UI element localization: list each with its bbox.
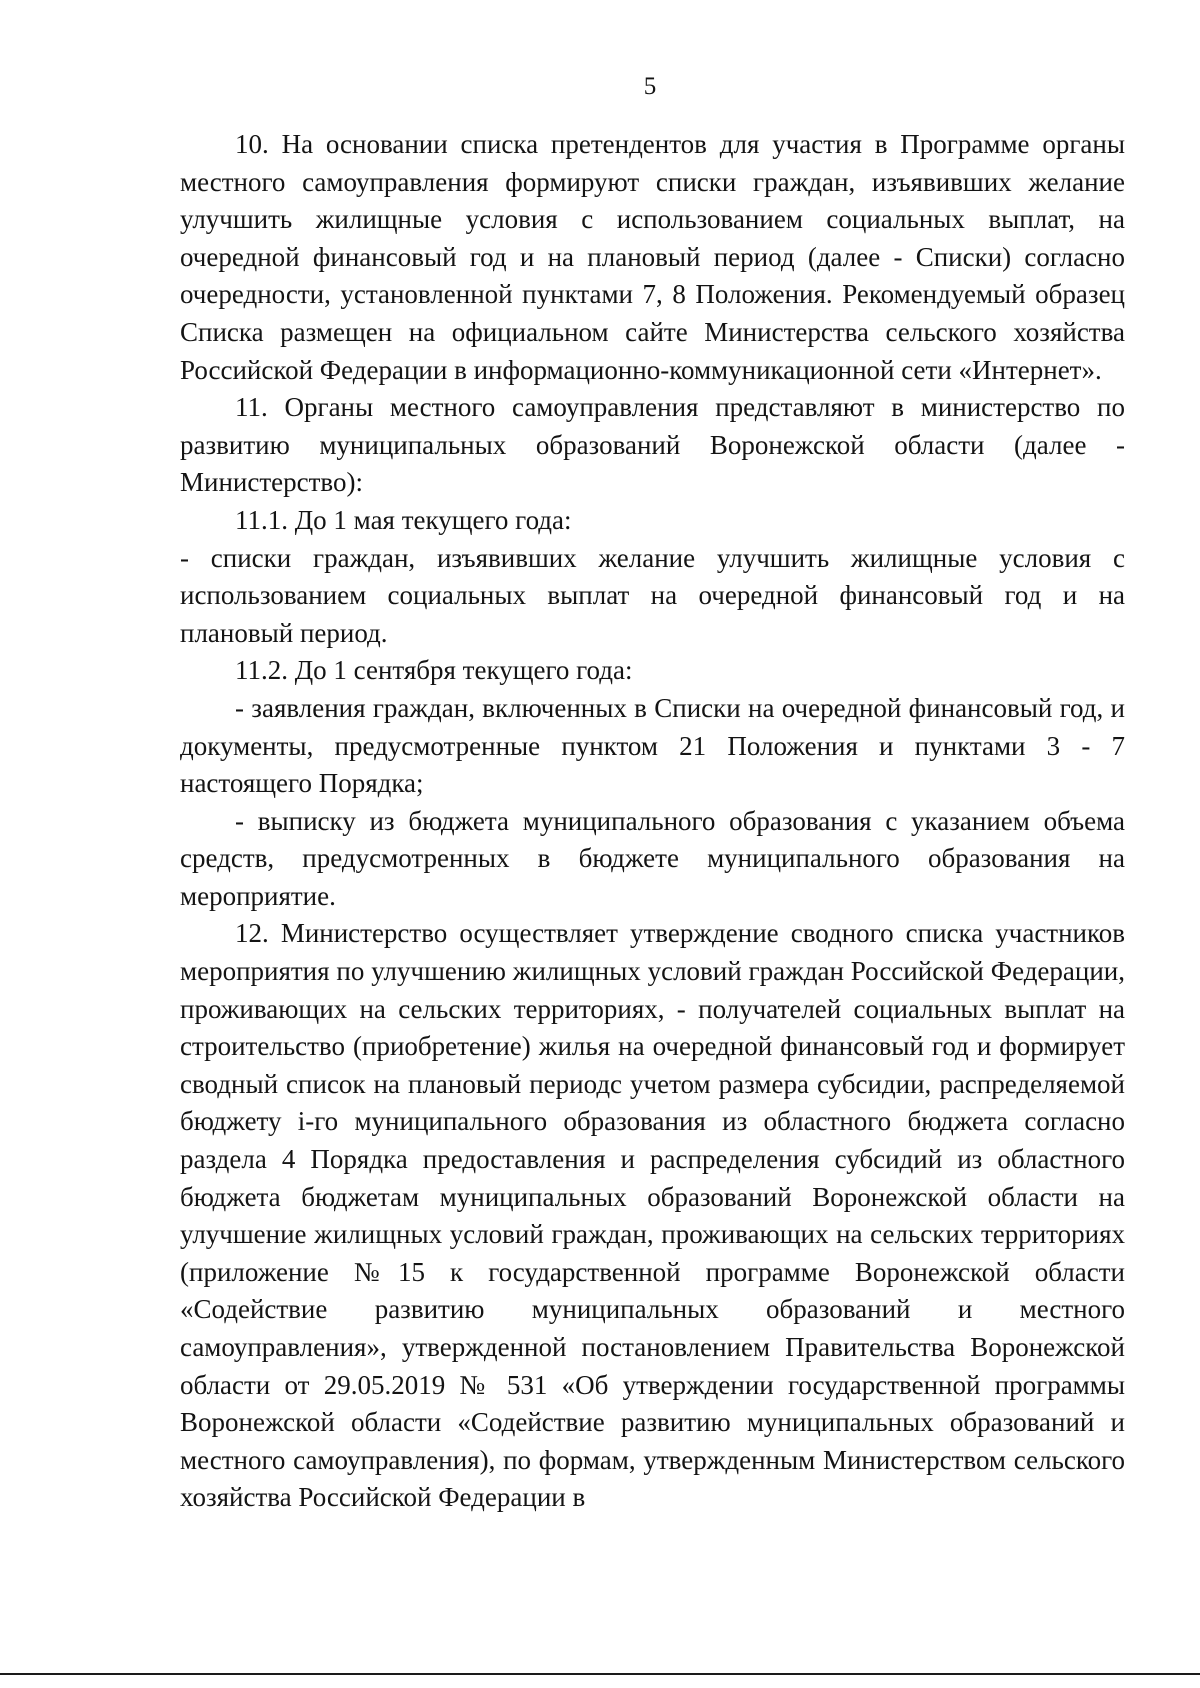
document-body [180,126,1125,1517]
paragraph-11-1-item: - списки граждан, изъявивших желание улучшить жилищные условия с использованием социальных выплат на очередной финансовый год и на плановый период. [180,542,1125,648]
page-number: 5 [643,73,657,100]
paragraph-11-2: 11.2. До 1 сентября текущего года: [235,655,633,686]
paragraph-12: 12. Министерство осуществляет утверждение сводного списка участников мероприятия по улучшению жилищных условий граждан Российской Федерации, проживающих на сельских территориях, - получателей социальных выплат на строительство (приобретение) жилья на очередной финансовый год и формирует сводный список на плановый периодс учетом размера субсидии, распределяемой бюджету i-го муниципального образования из областного бюджета согласно раздела 4 Порядка предоставления и распределения субсидий из областного бюджета бюджетам муниципальных образований Воронежской области на улучшение жилищных условий граждан, проживающих на сельских территориях (приложение №15 к государственной программе Воронежской области «Содействие развитию муниципальных образований и местного самоуправления», утвержденной постановлением Правительства Воронежской области от 29.05.2019 № 531 «Об утверждении государственной программы Воронежской области «Содействие развитию муниципальных образований и местного самоуправления), по формам, утвержденным Министерством сельского хозяйства Российской Федерации в [180,918,1125,1513]
paragraph-11-2-item-applications: - заявления граждан, включенных в Списки на очередной финансовый год, и документы, предусмотренные пунктом 21 Положения и пунктами 3 - 7 настоящего Порядка; [180,692,1125,799]
paragraph-11-2-item-budget-extract: - выписку из бюджета муниципального образования с указанием объема средств, предусмотренных в бюджете муниципального образования на мероприятие. [180,805,1125,911]
paragraph-11-1: 11.1. До 1 мая текущего года: [235,504,572,535]
paragraph-10: 10. На основании списка претендентов для участия в Программе органы местного самоуправления формируют списки граждан, изъявивших желание улучшить жилищные условия с использованием социальных выплат, на очередной финансовый год и на плановый период (далее - Списки) согласно очередности, установленной пунктами 7, 8 Положения. Рекомендуемый образец Списка размещен на официальном сайте Министерства сельского хозяйства Российской Федерации в информационно-коммуникационной сети «Интернет». [180,129,1125,385]
page-bottom-edge [0,1673,1200,1675]
paragraph-11: 11. Органы местного самоуправления представляют в министерство по развитию муниципальных образований Воронежской области (далее - Министерство): [180,392,1125,498]
